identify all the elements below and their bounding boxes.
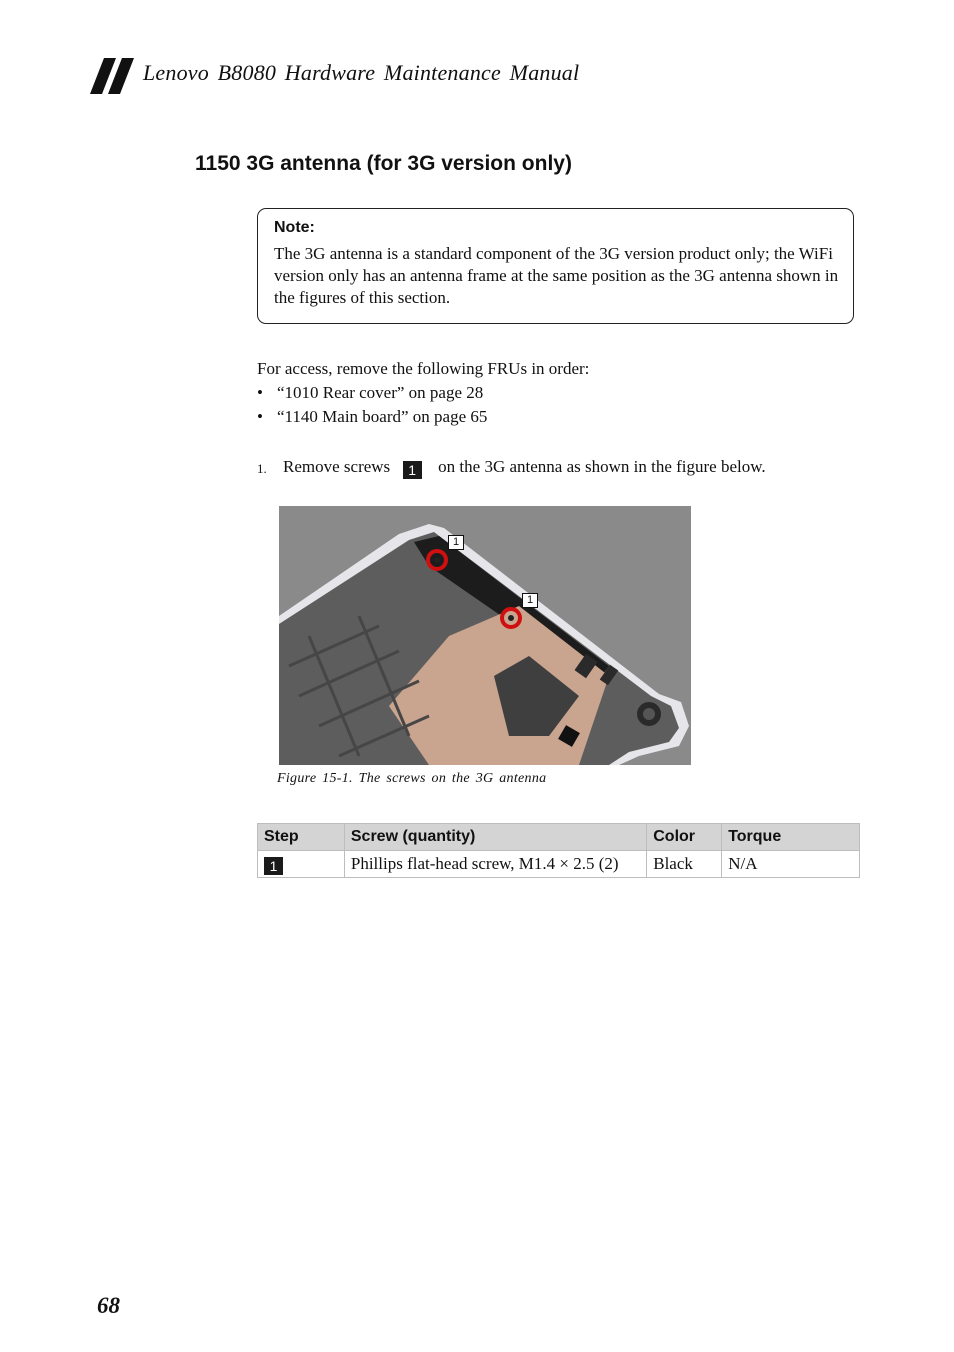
- bullet-icon: •: [257, 407, 263, 426]
- table-row: [258, 851, 860, 878]
- fru-link-rear-cover[interactable]: “1010 Rear cover” on page 28: [277, 383, 484, 402]
- note-label: Note:: [274, 219, 315, 236]
- access-intro: For access, remove the following FRUs in order:: [257, 359, 590, 378]
- section-title: 1150 3G antenna (for 3G version only): [195, 152, 572, 175]
- note-text: The 3G antenna is a standard component of the 3G version product only; the WiFi version only has an antenna frame at the same position as the 3G antenna shown in the figures of this section.: [274, 244, 839, 307]
- list-item: [257, 407, 487, 427]
- header-slash-logo-icon: [90, 58, 136, 94]
- bullet-icon: •: [257, 383, 263, 402]
- list-item: [257, 383, 483, 403]
- column-header-step: Step: [258, 824, 345, 851]
- step-cell: [258, 851, 345, 878]
- antenna-figure-image: [279, 506, 691, 765]
- screw-table: [257, 823, 860, 878]
- manual-title: Lenovo B8080 Hardware Maintenance Manual: [143, 60, 580, 85]
- torque-cell: N/A: [722, 851, 860, 878]
- table-header-row: [258, 824, 860, 851]
- color-cell: Black: [647, 851, 722, 878]
- column-header-color: Color: [647, 824, 722, 851]
- step-text-before: Remove screws: [283, 457, 391, 476]
- fru-link-main-board[interactable]: “1140 Main board” on page 65: [277, 407, 488, 426]
- step-text-after: on the 3G antenna as shown in the figure below.: [438, 457, 766, 476]
- figure-callout-screw-1: 1: [448, 535, 464, 550]
- step-callout-badge: 1: [264, 857, 283, 875]
- step-instruction: [283, 457, 766, 479]
- column-header-screw: Screw (quantity): [344, 824, 646, 851]
- step-callout-badge: 1: [403, 461, 422, 479]
- step-number: 1.: [257, 461, 267, 476]
- figure-callout-screw-2: 1: [522, 593, 538, 608]
- page-number: 68: [97, 1293, 120, 1318]
- figure-caption: Figure 15-1. The screws on the 3G antenna: [277, 771, 547, 786]
- column-header-torque: Torque: [722, 824, 860, 851]
- screw-cell: Phillips flat-head screw, M1.4 × 2.5 (2): [344, 851, 646, 878]
